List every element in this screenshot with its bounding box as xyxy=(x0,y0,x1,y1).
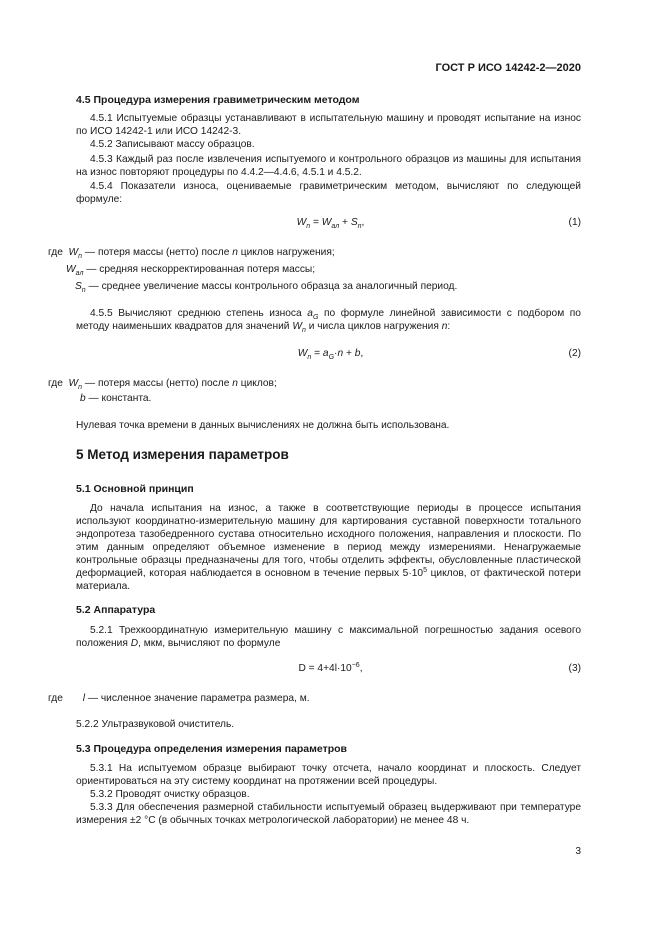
paragraph-4-5-4 xyxy=(76,180,581,206)
section-heading-5-3: 5.3 Процедура определения измерения параметров xyxy=(76,743,348,755)
p521b: , мкм, вычисляют по формуле xyxy=(138,638,281,649)
p533: 5.3.3 Для обеспечения размерной стабильности испытуемый образец выдерживают при температуре измерения ±2 °С (в обычных точках метрологической лаборатории) не менее 48 ч. xyxy=(76,802,581,826)
where-w-n: где $W_n$ — потеря массы (нетто) после n циклов нагружения; xyxy=(48,247,335,260)
p522: 5.2.2 Ультразвуковой очиститель. xyxy=(76,719,235,730)
f3-text: D = 4+4l·10 xyxy=(298,663,352,674)
p451-text: 4.5.1 Испытуемые образцы устанавливают в испытательную машину и проводят испытание на износ по ИСО 14242-1 или ИСО 14242-3. xyxy=(76,113,581,137)
p532: 5.3.2 Проводят очистку образцов. xyxy=(90,789,250,800)
paragraph-5-3-3 xyxy=(76,801,581,827)
where-s-n: $S_n$ — среднее увеличение массы контрольного образца за аналогичный период. xyxy=(75,281,458,294)
note-zero-point: Нулевая точка времени в данных вычислениях не должна быть использована. xyxy=(76,420,450,431)
paragraph-4-5-1 xyxy=(76,112,581,138)
wn-desc: — потеря массы (нетто) после xyxy=(84,247,230,258)
p455b: по формуле линейной зависимости с подбором по методу наименьших квадратов для значений xyxy=(76,308,581,332)
where-label: где xyxy=(48,247,63,258)
formula-2-number: (2) xyxy=(568,348,581,359)
where-label-2: где xyxy=(48,378,63,389)
p455c: и числа циклов нагружения xyxy=(308,321,439,332)
wn2-desc: — потеря массы (нетто) после xyxy=(84,378,230,389)
section-heading-5-1: 5.1 Основной принцип xyxy=(76,483,194,495)
paragraph-5-2-2 xyxy=(76,718,234,731)
sn-desc: — среднее увеличение массы контрольного образца за аналогичный период. xyxy=(88,281,458,292)
p453-text: 4.5.3 Каждый раз после извлечения испытуемого и контрольного образцов из машины для испытания на износ повторяют процедуры по 4.4.2—4.4.6, 4.5.1 и 4.5.2. xyxy=(76,154,581,178)
section-heading-4-5: 4.5 Процедура измерения гравиметрическим методом xyxy=(76,94,360,106)
document-header: ГОСТ Р ИСО 14242-2—2020 xyxy=(435,62,581,74)
wn2-desc2: циклов; xyxy=(240,378,277,389)
p51-exp: 5 xyxy=(423,567,427,574)
formula-2: $W_n = a_G\cdot n + b$, xyxy=(297,348,364,361)
p454-text: 4.5.4 Показатели износа, оцениваемые гравиметрическим методом, вычисляют по следующей формуле: xyxy=(76,181,581,205)
p531: 5.3.1 На испытуемом образце выбирают точку отсчета, начало координат и плоскость. Следует ориентироваться на эту систему координат на протяжении всей процедуры. xyxy=(76,763,581,787)
formula-1: $W_n = W_{ал} + S_n$, xyxy=(296,217,365,230)
p455a: 4.5.5 Вычисляют среднюю степень износа xyxy=(90,308,302,319)
wn-desc2: циклов нагружения; xyxy=(240,247,335,258)
paragraph-5-3-2 xyxy=(76,788,581,801)
formula-3-number: (3) xyxy=(568,663,581,674)
p452-text: 4.5.2 Записывают массу образцов. xyxy=(90,139,255,150)
where-w-al: $W_{ал}$ — средняя нескорректированная потеря массы; xyxy=(66,264,316,277)
paragraph-5-2-1: 5.2.1 Трехкоординатную измерительную машину с максимальной погрешностью задания осевого положения D, мкм, вычисляют по формуле xyxy=(76,625,581,649)
p521a: 5.2.1 Трехкоординатную измерительную машину с максимальной погрешностью задания осевого положения xyxy=(76,625,581,649)
where-label-3: где xyxy=(48,693,63,704)
paragraph-5-1 xyxy=(76,502,581,593)
section-heading-5: 5 Метод измерения параметров xyxy=(76,447,289,462)
paragraph-4-5-5: 4.5.5 Вычисляют среднюю степень износа $a_G$ по формуле линейной зависимости с подбором по методу наименьших квадратов для значений $W_n$ и числа циклов нагружения n: xyxy=(76,308,581,334)
where-l: где l — численное значение параметра размера, м. xyxy=(48,693,310,704)
formula-3: $D = 4+4l\cdot 10^{-6}$, xyxy=(298,662,363,674)
p51b: циклов, от фактической потери материала. xyxy=(76,568,581,592)
where-b: b — константа. xyxy=(80,393,152,404)
paragraph-4-5-3 xyxy=(76,153,581,179)
formula-1-number: (1) xyxy=(568,217,581,228)
page-number: 3 xyxy=(575,846,581,857)
paragraph-4-5-2 xyxy=(76,138,581,151)
where-w-n-2: где $W_n$ — потеря массы (нетто) после n циклов; xyxy=(48,378,277,391)
f3-exp: −6 xyxy=(351,662,360,669)
paragraph-5-3-1 xyxy=(76,762,581,788)
b-desc: — константа. xyxy=(88,393,152,404)
l-desc: — численное значение параметра размера, м. xyxy=(87,693,310,704)
p51a: До начала испытания на износ, а также в соответствующие периоды в процессе испытания используют координатно-измерительную машину для картирования суставной поверхности тотального эндопротеза тазобедренного сустава относительно исходного положения, направления и плоскости. По этим данным определяют объемное изменение в период между измерениями. Ненагружаемые контрольные образцы предназначены для того, чтобы отделить эффекты, обусловленные пластической деформацией, которая наблюдается в основном в течение первых 5·10 xyxy=(76,503,581,579)
section-heading-5-2: 5.2 Аппаратура xyxy=(76,604,156,616)
wal-desc: — средняя нескорректированная потеря массы; xyxy=(86,264,316,275)
